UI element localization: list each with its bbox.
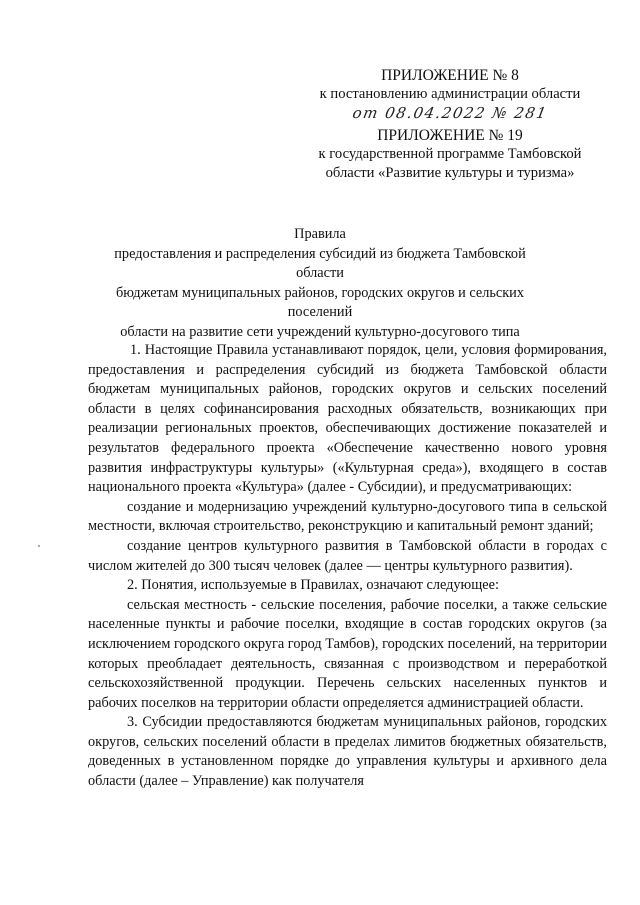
paragraph-1: 1. Настоящие Правила устанавливают порядок, цели, условия формирования, предоставления и распределения субсидий из бюджета Тамбовской области бюджетам муниципальных районов, городских округов и сельских поселений области в целях софинансирования расходных обязательств, возникающих при реализации региональных проектов, обеспечивающих достижение показателей и результатов федерального проекта «Обеспечение качественно нового уровня развития инфраструктуры культуры» («Культурная среда»), входящего в состав национального проекта «Культура» (далее - Субсидии), и предусматривающих: — [88, 342, 607, 496]
rules-title — [90, 225, 550, 342]
rules-title-line-3: области на развитие сети учреждений культурно-досугового типа — [120, 323, 520, 340]
paragraph-2-definition: сельская местность - сельские поселения, рабочие поселки, а также сельские населенные пункты и рабочие поселки, входящие в состав городских округов (за исключением городского округа город Тамбов), городских поселений, на территории которых преобладает деятельность, связанная с производством и переработкой сельскохозяйственной продукции. Перечень сельских населенных пунктов и рабочих поселков на территории области определяется администрацией области. — [88, 596, 607, 711]
paragraph-sub-2: создание центров культурного развития в Тамбовской области в городах с числом жителей до 300 тысяч человек (далее — центры культурного развития). — [88, 537, 607, 574]
document-body — [88, 341, 607, 792]
annex-19-title: ПРИЛОЖЕНИЕ № 19 — [377, 127, 523, 144]
annex-8-handwritten-date-number: от 08.04.2022 № 281 — [351, 104, 550, 122]
annex-8-header — [300, 66, 600, 123]
paragraph-2: 2. Понятия, используемые в Правилах, означают следующее: — [127, 577, 499, 594]
rules-heading: Правила — [294, 226, 346, 242]
rules-title-line-2: бюджетам муниципальных районов, городских округов и сельских поселений — [116, 284, 524, 320]
annex-19-program-line: к государственной программе Тамбовской — [318, 146, 582, 162]
annex-19-program-name: области «Развитие культуры и туризма» — [325, 165, 575, 181]
paragraph-3: 3. Субсидии предоставляются бюджетам муниципальных районов, городских округов, сельских поселений области в пределах лимитов бюджетных обязательств, доведенных в установленном порядке до управления культуры и архивного дела области (далее – Управление) как получателя — [88, 714, 607, 790]
paragraph-sub-1: создание и модернизацию учреждений культурно-досугового типа в сельской местности, включая строительство, реконструкцию и капитальный ремонт зданий; — [88, 498, 607, 535]
annex-8-resolution-line: к постановлению администрации области — [319, 86, 581, 102]
annex-8-title: ПРИЛОЖЕНИЕ № 8 — [381, 67, 519, 84]
annex-19-header — [300, 126, 600, 183]
rules-title-line-1: предоставления и распределения субсидий из бюджета Тамбовской области — [114, 245, 526, 281]
scan-dot — [38, 545, 40, 547]
